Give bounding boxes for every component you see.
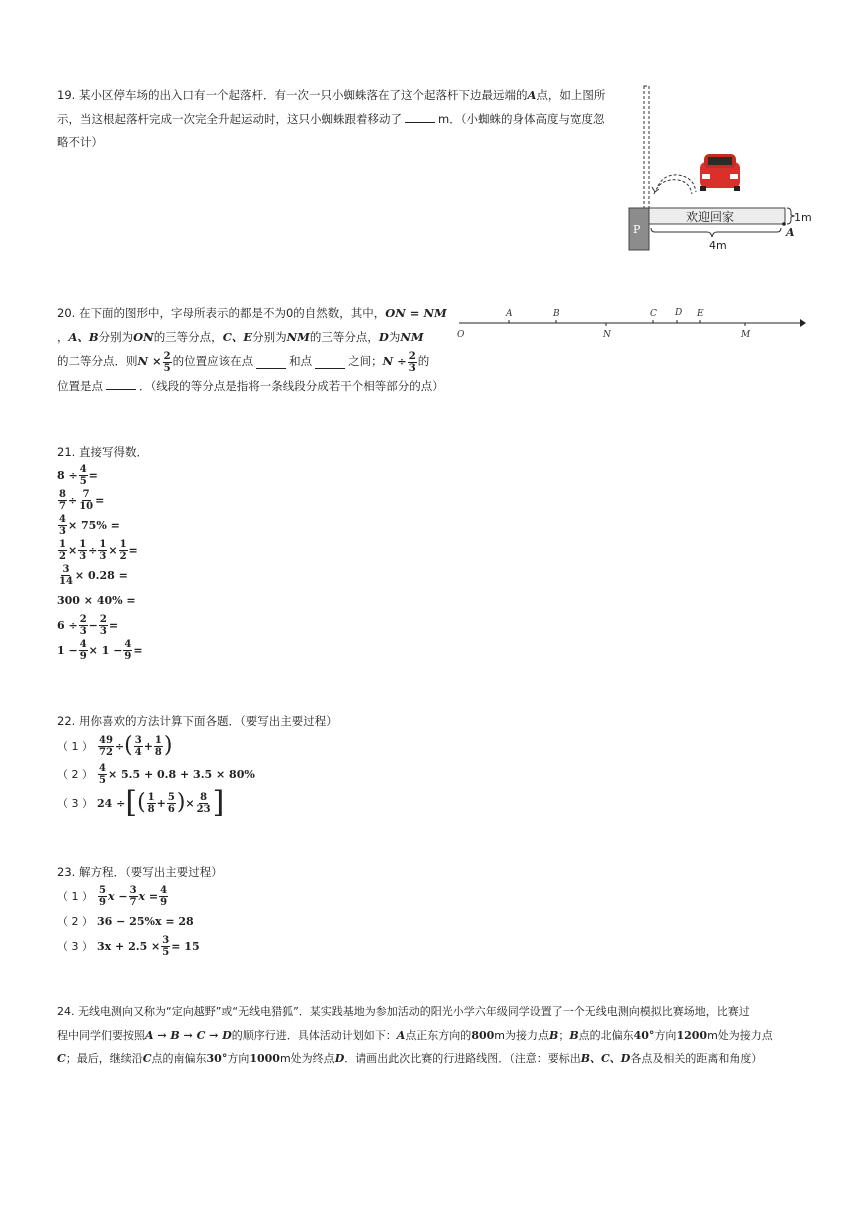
answer-blank[interactable] — [256, 356, 286, 369]
q21-item: 8 ÷ $\frac{4}{5}$ = — [57, 464, 98, 487]
q22-title: 22. 用你喜欢的方法计算下面各题．（要写出主要过程） — [57, 714, 338, 728]
question-21 — [57, 441, 257, 663]
post-label: P — [633, 223, 641, 236]
question-20 — [57, 302, 457, 399]
q23-item-2: （ 2 ） 36 − 25%x = 28 — [57, 914, 194, 928]
q24-line-3: C；最后，继续沿C点的南偏东30°方向1000m处为终点D．请画出此次比赛的行进路线图．（注意：要标出B、C、D各点及相关的距离和角度） — [57, 1052, 763, 1065]
q20-line-2: ，A、B分别为ON的三等分点，C、E分别为NM的三等分点，D为NM — [57, 329, 424, 344]
fraction: $\frac{2}{5}$ — [163, 350, 171, 374]
number-line — [455, 302, 810, 342]
question-23 — [57, 861, 457, 959]
q22-item-3: （ 3 ） 24 ÷ [ ( $\frac{1}{8}$ + $\frac{5}{6}$ ) × $\frac{8}{23}$ ] — [57, 785, 225, 820]
q24-line-2: 程中同学们要按照A → B → C → D的顺序行进．具体活动计划如下：A点正东方向的800m为接力点B；B点的北偏东40°方向1200m处为接力点 — [57, 1028, 773, 1042]
q22-item-1: （ 1 ） $\frac{49}{72}$ ÷ ( $\frac{3}{4}$ + $\frac{1}{8}$ ) — [57, 733, 173, 758]
axis-label-e: E — [697, 309, 704, 319]
q21-item: $\frac{8}{7}$ ÷ $\frac{7}{10}$ = — [59, 489, 105, 512]
q21-item: 1 − $\frac{4}{9}$ × 1 − $\frac{4}{9}$ = — [57, 639, 143, 662]
q24-line-1: 24. 无线电测向又称为“定向越野”或“无线电猎狐”．某实践基地为参加活动的阳光小学六年级同学设置了一个无线电测向模拟比赛场地，比赛过 — [57, 1005, 750, 1018]
q19-line-3: 略不计） — [57, 135, 103, 149]
car-icon — [700, 154, 740, 191]
answer-blank[interactable] — [106, 377, 136, 390]
length-label: 4m — [709, 239, 727, 252]
q19-line-2: 示，当这根起落杆完成一次完全升起运动时，这只小蜘蛛跟着移动了 m．（小蜘蛛的身体高度与宽度忽 — [57, 111, 605, 126]
axis-label-o: O — [457, 330, 465, 340]
axis-label-n: N — [603, 330, 611, 340]
q21-item: 6 ÷ $\frac{2}{3}$ − $\frac{2}{3}$ = — [57, 614, 119, 637]
q23-title: 23. 解方程．（要写出主要过程） — [57, 865, 223, 879]
answer-blank[interactable] — [315, 356, 345, 369]
q21-item: $\frac{4}{3}$ × 75% = — [59, 514, 120, 537]
q21-title: 21. 直接写得数． — [57, 445, 148, 459]
point-a-label: A — [786, 226, 795, 239]
q23-item-3: （ 3 ） 3x + 2.5 × $\frac{3}{5}$ = 15 — [57, 934, 200, 958]
height-label: 1m — [794, 211, 812, 224]
number-line-diagram — [455, 302, 810, 342]
q20-line-1: 20. 在下面的图形中，字母所表示的都是不为0的自然数，其中，ON = NM — [57, 306, 447, 320]
q21-item: 300 × 40% = — [57, 594, 136, 607]
question-22 — [57, 710, 457, 818]
q20-line-4: 位置是点 ．（线段的等分点是指将一条线段分成若干个相等部分的点） — [57, 379, 444, 393]
barrier-figure — [620, 82, 820, 257]
axis-label-d: D — [675, 308, 683, 318]
barrier-diagram — [620, 82, 820, 257]
q21-item: $\frac{1}{2}$ × $\frac{1}{3}$ ÷ $\frac{1}{3}$ × $\frac{1}{2}$ = — [59, 539, 138, 562]
axis-label-a: A — [506, 309, 513, 319]
fraction: $\frac{2}{3}$ — [408, 350, 416, 374]
q22-item-2: （ 2 ） $\frac{4}{5}$ × 5.5 + 0.8 + 3.5 × 80% — [57, 762, 255, 786]
axis-label-c: C — [650, 309, 657, 319]
q20-line-3: 的二等分点．则 N × $\frac{2}{5}$ 的位置应该在点 和点 之间； N ÷ $\frac{2}{3}$ 的 — [57, 350, 430, 374]
axis-label-m: M — [741, 330, 751, 340]
answer-blank[interactable] — [405, 110, 435, 123]
sign-text: 欢迎回家 — [686, 210, 735, 224]
axis-label-b: B — [553, 309, 560, 319]
q19-line-1: 19. 某小区停车场的出入口有一个起落杆．有一次一只小蜘蛛落在了这个起落杆下边最远端的A点，如上图所 — [57, 88, 606, 102]
question-19 — [57, 84, 627, 155]
q21-item: $\frac{3}{14}$ × 0.28 = — [59, 564, 128, 587]
q23-item-1: （ 1 ） $\frac{5}{9}$ x − $\frac{3}{7}$ x = $\frac{4}{9}$ — [57, 884, 168, 908]
question-24 — [57, 1000, 827, 1071]
